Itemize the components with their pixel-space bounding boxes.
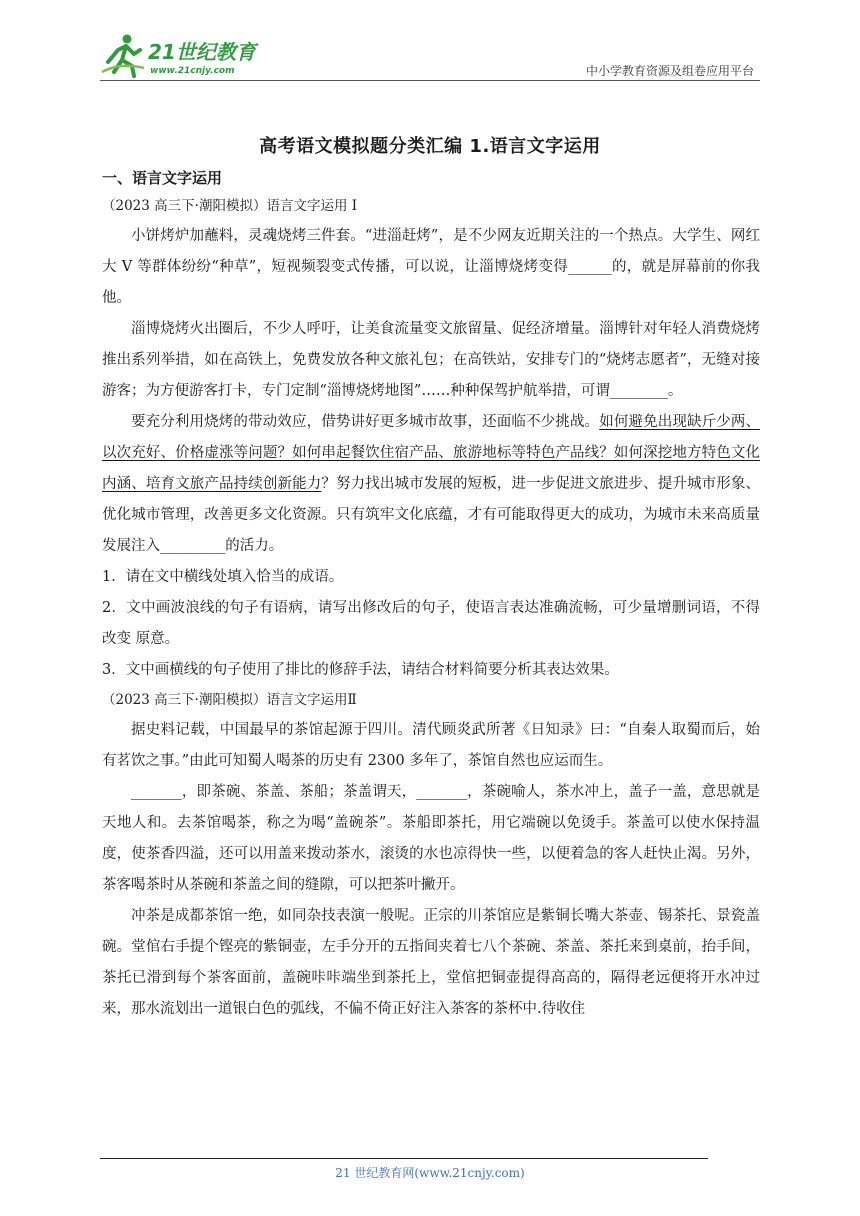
page-header [100,32,760,82]
source-line-1: （2023 高三下·潮阳模拟）语言文字运用 I [102,198,358,214]
header-divider [100,80,760,81]
paragraph: 小饼烤炉加蘸料，灵魂烧烤三件套。“进淄赶烤”，是不少网友近期关注的一个热点。大学生、网红大 V 等群体纷纷“种草”，短视频裂变式传播，可以说，让淄博烧烤变得______的，就是屏幕前的你我他。 [102,228,760,306]
footer-text: 21 世纪教育网(www.21cnjy.com) [335,1166,525,1180]
paragraph: 淄博烧烤火出圈后，不少人呼吁，让美食流量变文旅留量、促经济增量。淄博针对年轻人消费烧烤推出系列举措，如在高铁上，免费发放各种文旅礼包；在高铁站，安排专门的“烧烤志愿者”，无缝对接游客；为方便游客打卡，专门定制“淄博烧烤地图”……种种保驾护航举措，可谓________。 [102,321,760,399]
platform-name: 中小学教育资源及组卷应用平台 [585,64,754,78]
question-1: 1．请在文中横线处填入恰当的成语。 [102,569,344,585]
paragraph-text: ？努力找出城市发展的短板，进一步促进文旅进步、提升城市形象、优化城市管理，改善更多文化资源。只有筑牢文化底蕴，才有可能取得更大的成功，为城市未来高质量发展注入_________的活力。 [102,476,760,554]
document-title: 高考语文模拟题分类汇编 1.语言文字运用 [259,136,601,157]
question-3: 3．文中画横线的句子使用了排比的修辞手法，请结合材料简要分析其表达效果。 [102,662,619,678]
question-2: 2．文中画波浪线的句子有语病，请写出修改后的句子，使语言表达准确流畅，可少量增删词语，不得改变 原意。 [102,600,760,647]
runner-icon [102,35,144,77]
section-heading: 一、语言文字运用 [102,169,223,187]
source-line-2: （2023 高三下·潮阳模拟）语言文字运用Ⅱ [102,692,357,708]
paragraph [102,407,760,562]
logo-url: www.21cnjy.com [150,66,235,76]
document-body [102,164,760,1025]
paragraph-text: 要充分利用烧烤的带动效应，借势讲好更多城市故事，还面临不少挑战。 [131,414,600,430]
underlined-sentence: 如何避免出现缺斤少两、以次充好、价格虚涨等问题？如何串起餐饮住宿产品、旅游地标等特色产品线？如何深挖地方特色文化内涵、培育文旅产品持续创新能力 [102,414,760,492]
logo-text: 21世纪教育 [148,40,256,64]
paragraph: 据史料记载，中国最早的茶馆起源于四川。清代顾炎武所著《日知录》曰：“自秦人取蜀而后，始有茗饮之事。”由此可知蜀人喝茶的历史有 2300 多年了，茶馆自然也应运而生。 [102,722,760,769]
paragraph: _______，即茶碗、茶盖、茶船；茶盖谓天，_______，茶碗喻人，茶水冲上，盖子一盖，意思就是天地人和。去茶馆喝茶，称之为喝“盖碗茶”。茶船即茶托，用它端碗以免烫手。茶盖可以使水保持温度，使茶香四溢，还可以用盖来拨动茶水，滚烫的水也凉得快一些，以便着急的客人赶快止渴。另外，茶客喝茶时从茶碗和茶盖之间的缝隙，可以把茶叶撇开。 [102,784,760,893]
paragraph: 冲茶是成都茶馆一绝，如同杂技表演一般呢。正宗的川茶馆应是紫铜长嘴大茶壶、锡茶托、景瓷盖碗。堂倌右手提个铿亮的紫铜壶，左手分开的五指间夹着七八个茶碗、茶盖、茶托来到桌前，抬手间，茶托已滑到每个茶客面前，盖碗咔咔端坐到茶托上，堂倌把铜壶提得高高的，隔得老远便将开水冲过来，那水流划出一道银白色的弧线，不偏不倚正好注入茶客的茶杯中.待收住 [102,908,760,1017]
site-logo [100,32,270,80]
footer-divider [100,1158,708,1159]
